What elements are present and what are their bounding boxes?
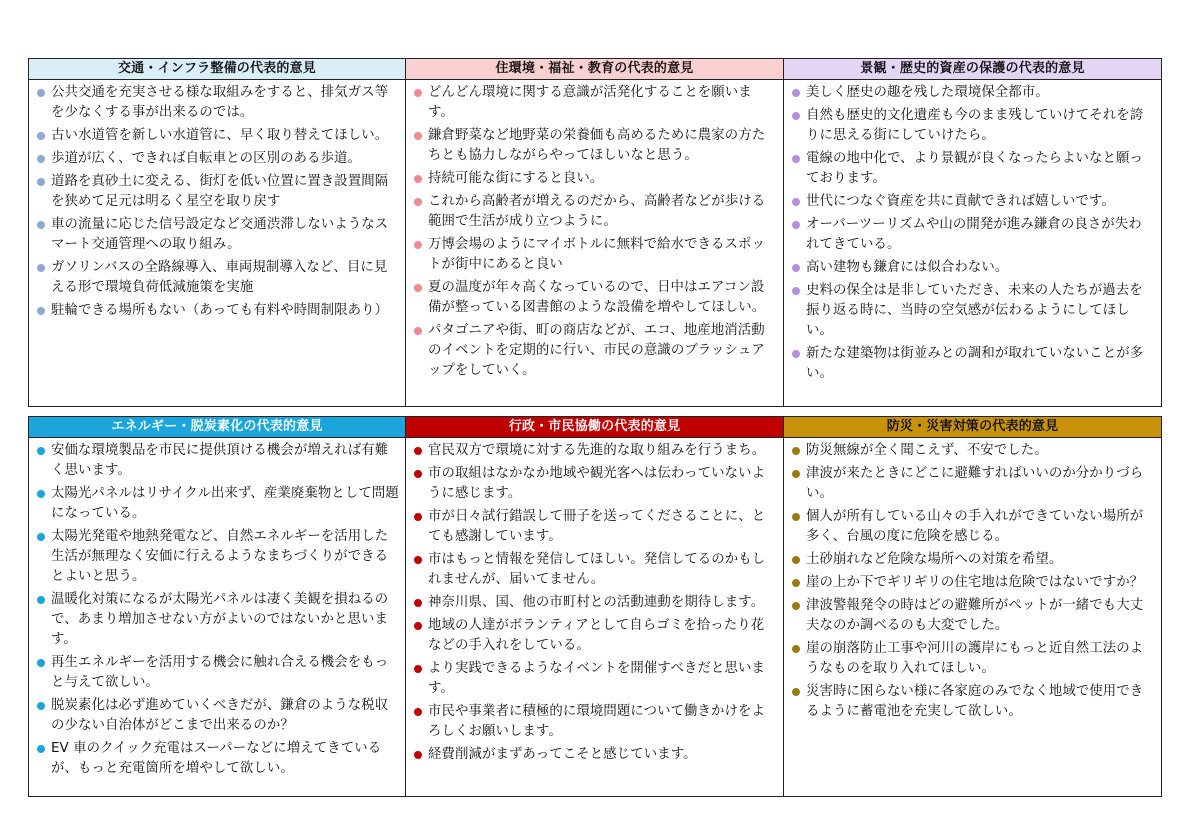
opinion-item xyxy=(790,639,1155,679)
bullet-icon xyxy=(414,284,422,292)
opinion-item xyxy=(790,149,1155,189)
opinion-text: 夏の温度が年々高くなっているので、日中はエアコン設備が整っている図書館のような設備を増やしてほしい。 xyxy=(428,280,766,315)
bullet-icon xyxy=(414,198,422,206)
opinion-text: 土砂崩れなど危険な場所への対策を希望。 xyxy=(806,552,1063,567)
opinion-text: 崖の上か下でギリギリの住宅地は危険ではないですか？ xyxy=(806,575,1144,590)
opinion-text: 災害時に困らない様に各家庭のみでなく地域で使用できるように蓄電池を充実して欲しい。 xyxy=(806,684,1144,719)
opinion-item xyxy=(790,573,1155,593)
opinion-item xyxy=(790,596,1155,636)
bullet-icon xyxy=(414,447,422,455)
opinion-item xyxy=(35,527,399,587)
opinion-text: 美しく歴史の趣を残した環境保全都市。 xyxy=(806,85,1049,100)
opinion-text: 防災無線が全く聞こえず、不安でした。 xyxy=(806,443,1048,458)
opinion-text: 神奈川県、国、他の市町村との活動連動を期待します。 xyxy=(428,595,765,610)
bullet-icon xyxy=(792,688,800,696)
bullet-icon xyxy=(37,178,45,186)
opinion-item xyxy=(412,169,777,189)
opinion-item xyxy=(412,702,777,742)
bullet-icon xyxy=(792,112,800,120)
opinion-text: 新たな建築物は街並みとの調和が取れていないことが多い。 xyxy=(806,346,1144,381)
bullet-icon xyxy=(792,645,800,653)
bullet-icon xyxy=(37,155,45,163)
bullet-icon xyxy=(37,89,45,97)
panel-energy xyxy=(28,416,406,797)
panel-transport-list xyxy=(29,80,405,324)
opinion-item xyxy=(35,590,399,650)
opinion-text: 道路を真砂土に変える、街灯を低い位置に置き設置間隔を狭めて足元は明るく星空を取り戻す xyxy=(51,174,389,209)
opinion-text: 鎌倉野菜など地野菜の栄養価も高めるために農家の方たちとも協力しながらやってほしいなと思う。 xyxy=(428,128,766,163)
opinion-text: オーバーツーリズムや山の開発が進み鎌倉の良さが失われてきている。 xyxy=(806,217,1142,252)
opinion-text: 電線の地中化で、より景観が良くなったらよいなと願っております。 xyxy=(806,151,1143,186)
opinion-text: より実践できるようなイベントを開催すべきだと思います。 xyxy=(428,661,765,696)
opinion-item xyxy=(412,507,777,547)
opinion-text: どんどん環境に関する意識が活発化することを願います。 xyxy=(428,85,752,120)
bullet-icon xyxy=(792,447,800,455)
opinion-text: 地域の人達がボランティアとして自らゴミを拾ったり花などの手入れをしている。 xyxy=(428,618,765,653)
bullet-icon xyxy=(37,596,45,604)
opinion-text: 市民や事業者に積極的に環境問題について働きかけをよろしくお願いします。 xyxy=(428,704,765,739)
opinion-item xyxy=(35,653,399,693)
opinion-text: 市が日々試行錯誤して冊子を送ってくださることに、とても感謝しています。 xyxy=(428,509,766,544)
bullet-icon xyxy=(792,470,800,478)
opinion-item xyxy=(412,83,777,123)
panel-admin-title: 行政・市民協働の代表的意見 xyxy=(406,417,783,438)
opinion-item xyxy=(412,235,777,275)
opinion-text: 市はもっと情報を発信してほしい。発信してるのかもしれませんが、届いてません。 xyxy=(428,552,766,587)
opinion-item xyxy=(35,258,399,298)
opinion-item xyxy=(412,126,777,166)
opinion-text: 車の流量に応じた信号設定など交通渋滞しないようなスマート交通管理への取り組み。 xyxy=(51,217,389,252)
bullet-icon xyxy=(37,659,45,667)
bullet-icon xyxy=(792,513,800,521)
opinion-text: 太陽光発電や地熱発電など、自然エネルギーを活用した生活が無理なく安価に行えるようなまちづくりができるとよいと思う。 xyxy=(51,529,389,584)
row-bottom xyxy=(28,416,1162,797)
opinion-item xyxy=(790,258,1155,278)
opinion-item xyxy=(790,550,1155,570)
panel-disaster xyxy=(783,416,1162,797)
bullet-icon xyxy=(414,132,422,140)
opinion-item xyxy=(790,507,1155,547)
panel-energy-list xyxy=(29,438,405,782)
opinion-item xyxy=(412,278,777,318)
opinion-item xyxy=(790,441,1155,461)
opinion-text: 駐輪できる場所もない（あっても有料や時間制限あり） xyxy=(51,303,389,318)
bullet-icon xyxy=(37,533,45,541)
row-top xyxy=(28,58,1162,407)
opinion-item xyxy=(35,83,399,123)
bullet-icon xyxy=(792,287,800,295)
bullet-icon xyxy=(414,470,422,478)
opinion-text: 津波が来たときにどこに避難すればいいのか分かりづらい。 xyxy=(806,466,1144,501)
bullet-icon xyxy=(414,708,422,716)
bullet-icon xyxy=(792,556,800,564)
panel-admin xyxy=(405,416,784,797)
bullet-icon xyxy=(792,602,800,610)
opinion-text: 津波警報発令の時はどの避難所がペットが一緒でも大丈夫なのか調べるのも大変でした。 xyxy=(806,598,1144,633)
bullet-icon xyxy=(792,89,800,97)
opinion-text: 世代につなぐ資産を共に貢献できれば嬉しいです。 xyxy=(806,194,1115,209)
panel-landscape xyxy=(783,58,1162,407)
bullet-icon xyxy=(792,264,800,272)
opinion-item xyxy=(790,106,1155,146)
opinion-text: ガソリンバスの全路線導入、車両規制導入など、目に見える形で環境負荷低減施策を実施 xyxy=(51,260,388,295)
opinion-text: 再生エネルギーを活用する機会に触れ合える機会をもっと与えて欲しい。 xyxy=(51,655,389,690)
opinion-item xyxy=(790,344,1155,384)
bullet-icon xyxy=(37,490,45,498)
bullet-icon xyxy=(792,579,800,587)
panel-living xyxy=(405,58,784,407)
opinion-item xyxy=(412,616,777,656)
opinion-item xyxy=(35,301,399,321)
opinion-text: 脱炭素化は必ず進めていくべきだが、鎌倉のような税収の少ない自治体がどこまで出来るのか？ xyxy=(51,698,389,733)
opinion-item xyxy=(790,281,1155,341)
opinion-text: 太陽光パネルはリサイクル出来ず、産業廃棄物として問題になっている。 xyxy=(51,486,399,521)
opinion-item xyxy=(412,593,777,613)
bullet-icon xyxy=(414,751,422,759)
bullet-icon xyxy=(37,132,45,140)
panel-disaster-list xyxy=(784,438,1161,725)
bullet-icon xyxy=(414,175,422,183)
opinion-item xyxy=(412,321,777,381)
opinion-item xyxy=(35,441,399,481)
bullet-icon xyxy=(37,307,45,315)
opinion-item xyxy=(412,441,777,461)
panel-living-list xyxy=(406,80,783,384)
opinion-item xyxy=(790,192,1155,212)
opinion-text: EV 車のクイック充電はスーパーなどに増えてきているが、もっと充電箇所を増やして欲しい。 xyxy=(51,741,382,776)
bullet-icon xyxy=(414,665,422,673)
opinion-item xyxy=(35,126,399,146)
opinion-item xyxy=(412,745,777,765)
opinion-item xyxy=(790,682,1155,722)
bullet-icon xyxy=(792,221,800,229)
opinion-text: 自然も歴史的文化遺産も今のまま残していけてそれを誇りに思える街にしていけたら。 xyxy=(806,108,1144,143)
opinion-item xyxy=(35,215,399,255)
opinion-text: 公共交通を充実させる様な取組みをすると、排気ガス等を少なくする事が出来るのでは。 xyxy=(51,85,389,120)
panel-landscape-title: 景観・歴史的資産の保護の代表的意見 xyxy=(784,59,1161,80)
opinion-text: 持続可能な街にすると良い。 xyxy=(428,171,604,186)
bullet-icon xyxy=(792,198,800,206)
opinion-text: 崖の崩落防止工事や河川の護岸にもっと近自然工法のようなものを取り入れてほしい。 xyxy=(806,641,1144,676)
panel-transport-title: 交通・インフラ整備の代表的意見 xyxy=(29,59,405,80)
opinion-text: 歩道が広く、できれば自転車との区別のある歩道。 xyxy=(51,151,362,166)
panel-living-title: 住環境・福祉・教育の代表的意見 xyxy=(406,59,783,80)
bullet-icon xyxy=(37,702,45,710)
opinion-text: 高い建物も鎌倉には似合わない。 xyxy=(806,260,1009,275)
opinion-item xyxy=(790,464,1155,504)
panel-admin-list xyxy=(406,438,783,768)
opinion-text: パタゴニアや街、町の商店などが、エコ、地産地消活動のイベントを定期的に行い、市民の意識のブラッシュアップをしていく。 xyxy=(428,323,765,378)
bullet-icon xyxy=(414,622,422,630)
bullet-icon xyxy=(37,745,45,753)
opinion-text: これから高齢者が増えるのだから、高齢者などが歩ける範囲で生活が成り立つように。 xyxy=(428,194,766,229)
opinion-text: 個人が所有している山々の手入れができていない場所が多く、台風の度に危険を感じる。 xyxy=(806,509,1144,544)
bullet-icon xyxy=(414,89,422,97)
opinion-item xyxy=(412,550,777,590)
opinion-text: 史料の保全は是非していただき、未来の人たちが過去を振り返る時に、当時の空気感が伝わるようにしてほしい。 xyxy=(806,283,1143,338)
opinion-item xyxy=(35,149,399,169)
bullet-icon xyxy=(37,447,45,455)
bullet-icon xyxy=(414,599,422,607)
panel-energy-title: エネルギー・脱炭素化の代表的意見 xyxy=(29,417,405,438)
opinion-text: 温暖化対策になるが太陽光パネルは凄く美観を損ねるので、あまり増加させない方がよいのではないかと思います。 xyxy=(51,592,389,647)
bullet-icon xyxy=(792,155,800,163)
opinion-text: 経費削減がまずあってこそと感じています。 xyxy=(428,747,697,762)
bullet-icon xyxy=(37,221,45,229)
opinion-item xyxy=(35,172,399,212)
opinion-item xyxy=(35,696,399,736)
bullet-icon xyxy=(792,350,800,358)
opinion-item xyxy=(35,484,399,524)
bullet-icon xyxy=(414,556,422,564)
opinion-text: 市の取組はなかなか地域や観光客へは伝わっていないように感じます。 xyxy=(428,466,766,501)
opinion-text: 安価な環境製品を市民に提供頂ける機会が増えれば有難く思います。 xyxy=(51,443,389,478)
opinion-item xyxy=(790,215,1155,255)
bullet-icon xyxy=(414,513,422,521)
opinion-item xyxy=(412,464,777,504)
panel-transport xyxy=(28,58,406,407)
opinion-item xyxy=(412,659,777,699)
opinion-text: 官民双方で環境に対する先進的な取り組みを行うまち。 xyxy=(428,443,766,458)
bullet-icon xyxy=(37,264,45,272)
opinion-item xyxy=(35,739,399,779)
bullet-icon xyxy=(414,241,422,249)
bullet-icon xyxy=(414,327,422,335)
opinion-item xyxy=(412,192,777,232)
opinion-text: 万博会場のようにマイボトルに無料で給水できるスポットが街中にあると良い xyxy=(428,237,765,272)
opinion-text: 古い水道管を新しい水道管に、早く取り替えてほしい。 xyxy=(51,128,389,143)
opinion-item xyxy=(790,83,1155,103)
panel-landscape-list xyxy=(784,80,1161,387)
panel-disaster-title: 防災・災害対策の代表的意見 xyxy=(784,417,1161,438)
